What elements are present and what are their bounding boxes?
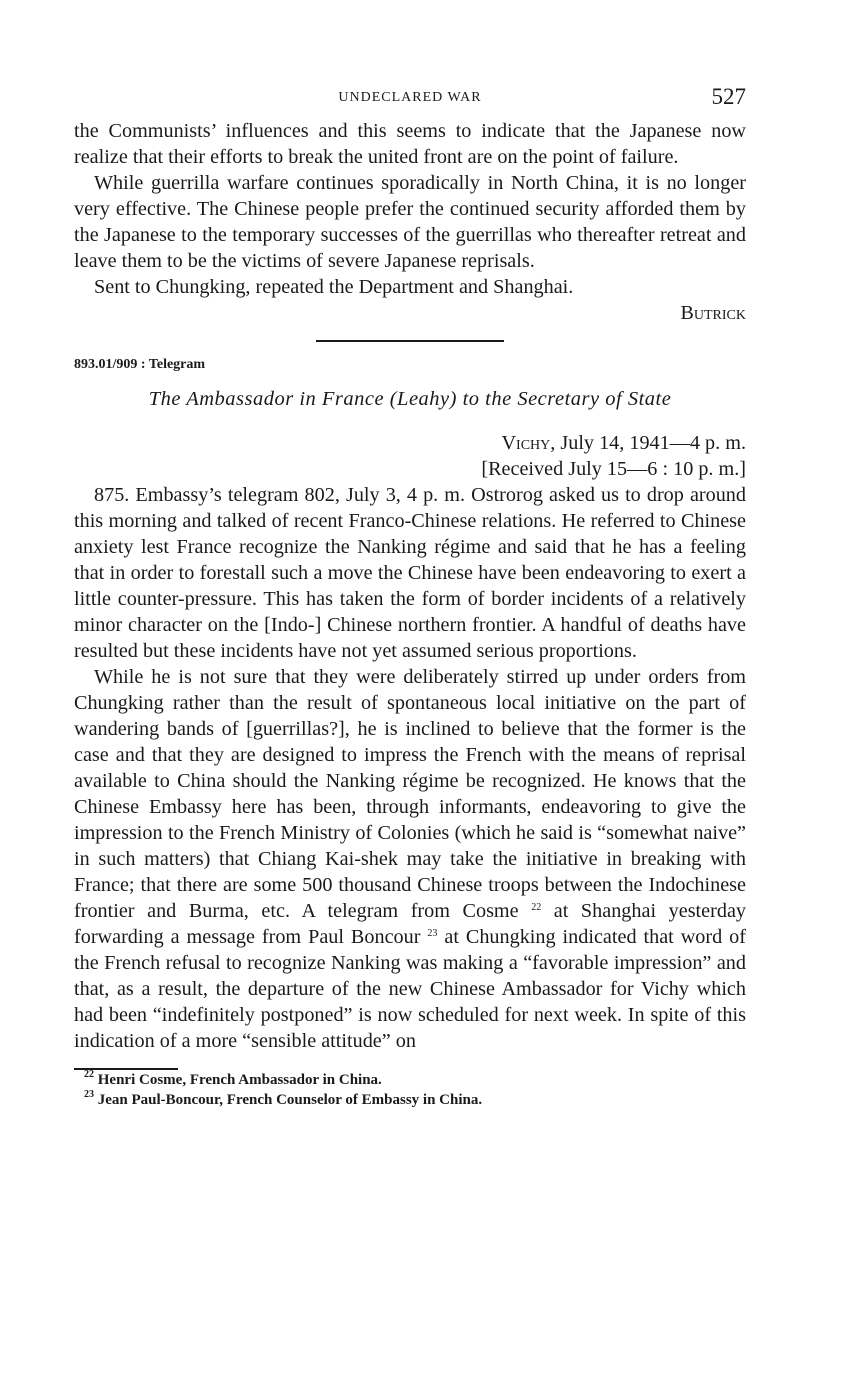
section-divider <box>316 340 504 342</box>
footnote-text-23: Jean Paul-Boncour, French Counselor of Embassy in China. <box>97 1092 483 1108</box>
running-header <box>74 84 746 118</box>
footnote-23 <box>84 1090 746 1110</box>
dateline-place: Vichy <box>501 432 551 454</box>
footnote-ref-22: 22 <box>531 902 542 913</box>
document-heading: The Ambassador in France (Leahy) to the Secretary of State <box>148 388 672 410</box>
telegram-paragraph-2-text-b: at Shanghai yesterday forwarding a message from Paul Boncour <box>74 900 746 948</box>
telegram-paragraph-2 <box>74 664 746 1054</box>
footnote-marker-22: 22 <box>84 1069 94 1080</box>
running-title: UNDECLARED WAR <box>338 90 482 105</box>
footnote-22 <box>84 1070 746 1090</box>
telegram-paragraph-1: 875. Embassy’s telegram 802, July 3, 4 p. m. Ostrorog asked us to drop around this morning and talked of recent Franco-Chinese relations. He referred to Chinese anxiety lest France recognize the Nanking régime and said that he has a feeling that in order to forestall such a move the Chinese have been endeavoring to exert a little counter-pressure. This has taken the form of border incidents of a relatively minor character on the [Indo-] Chinese northern frontier. A handful of deaths have resulted but these incidents have not yet assumed serious proportions. <box>74 484 746 662</box>
continuation-paragraph-1: the Communists’ influences and this seems to indicate that the Japanese now realize that their efforts to break the united front are on the point of failure. <box>74 120 746 168</box>
document-page <box>74 84 746 1110</box>
received-line: [Received July 15—6 : 10 p. m.] <box>481 458 746 480</box>
footnote-ref-23: 23 <box>427 928 438 939</box>
dateline <box>74 430 746 456</box>
signature: Butrick <box>680 302 746 324</box>
file-number: 893.01/909 : Telegram <box>74 357 206 372</box>
dateline-date: , July 14, 1941—4 p. m. <box>550 432 746 454</box>
continuation-paragraph-3: Sent to Chungking, repeated the Department and Shanghai. <box>94 276 574 298</box>
continuation-paragraph-2: While guerrilla warfare continues sporadically in North China, it is no longer very effective. The Chinese people prefer the continued security afforded them by the Japanese to the temporary successes of the guerrillas who thereafter retreat and leave them to be the victims of severe Japanese reprisals. <box>74 172 746 272</box>
telegram-paragraph-2-text-a: While he is not sure that they were deliberately stirred up under orders from Chungking rather than the result of spontaneous local initiative on the part of wandering bands of [guerrillas?], he is inclined to believe that the former is the case and that they are designed to impress the French with the means of reprisal available to China should the Nanking régime be recognized. He knows that the Chinese Embassy here has been, through informants, endeavoring to give the impression to the French Ministry of Colonies (which he said is “somewhat naive” in such matters) that Chiang Kai-shek may take the initiative in breaking with France; that there are some 500 thousand Chinese troops between the Indochinese frontier and Burma, etc. A telegram from Cosme <box>74 666 746 922</box>
page-number: 527 <box>711 84 746 109</box>
telegram-paragraph-2-text-c: at Chungking indicated that word of the French refusal to recognize Nanking was making a “favorable impression” and that, as a result, the departure of the new Chinese Ambassador for Vichy which had been “indefinitely postponed” is now scheduled for next week. In spite of this indication of a more “sensible attitude” on <box>74 926 746 1052</box>
footnote-marker-23: 23 <box>84 1089 94 1100</box>
footnote-text-22: Henri Cosme, French Ambassador in China. <box>97 1072 382 1088</box>
